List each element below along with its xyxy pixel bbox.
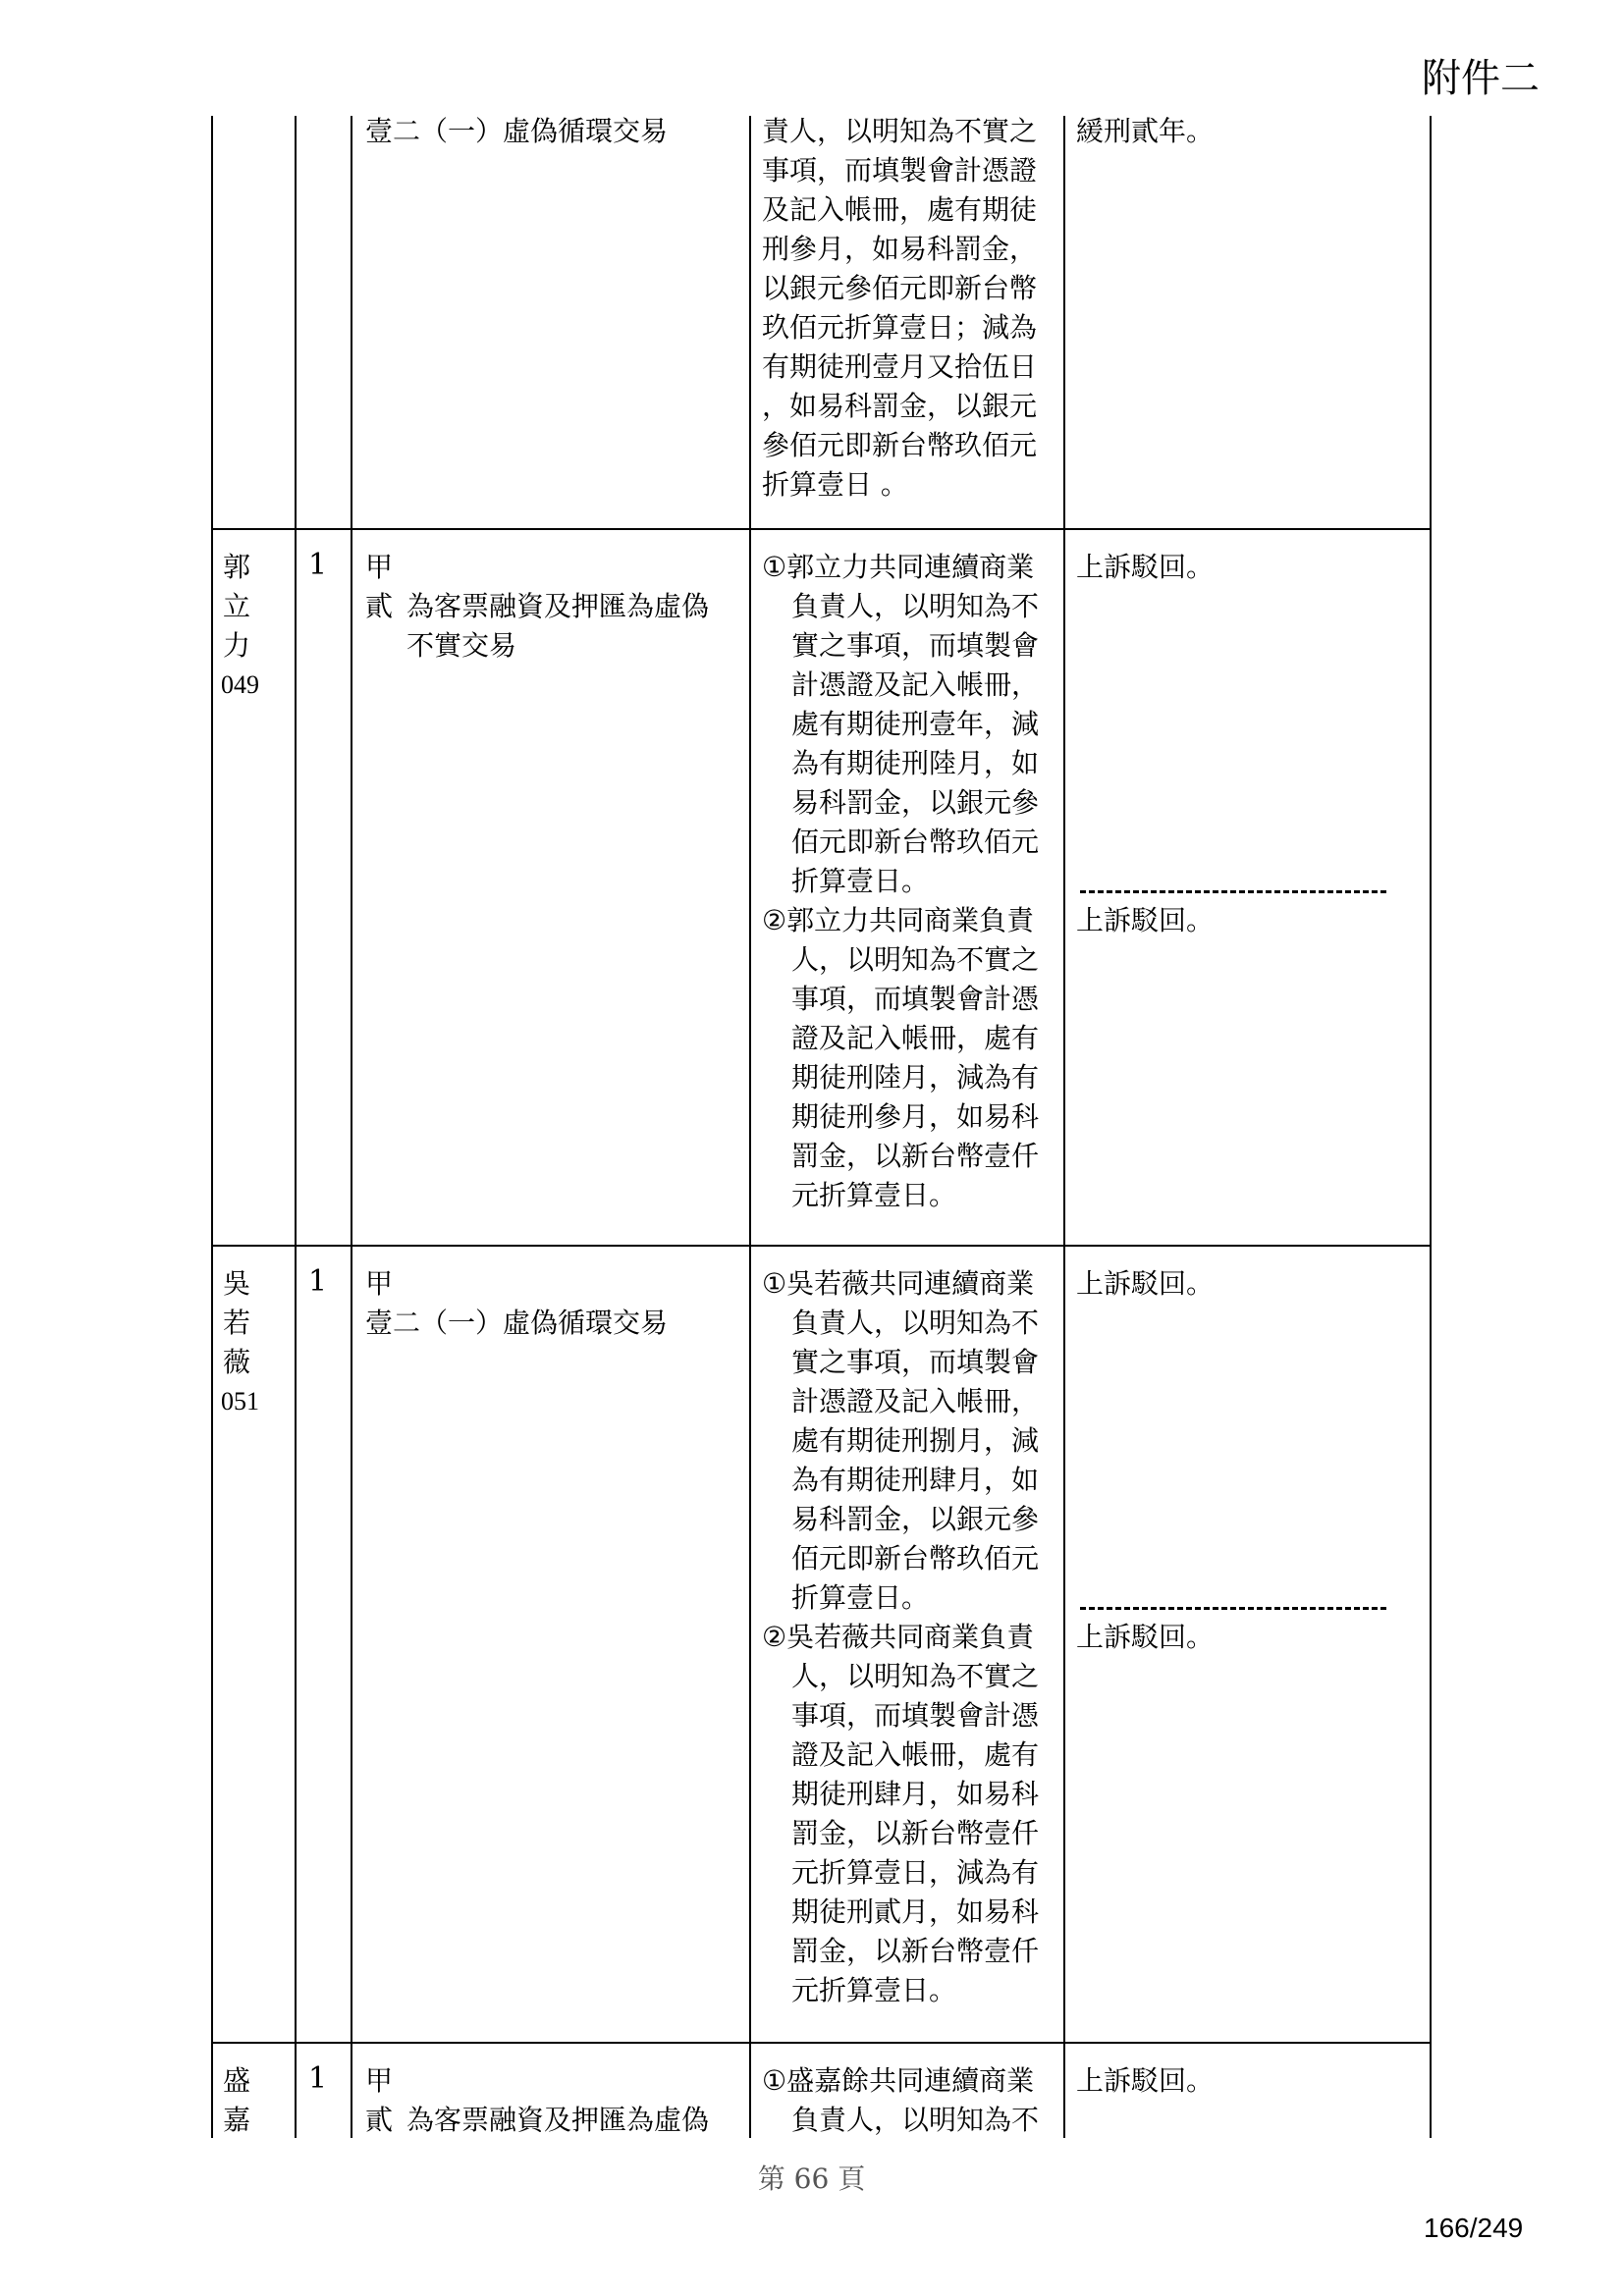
sentence-line: 刑參月，如易科罰金， bbox=[762, 233, 1038, 265]
sentence-line: 玖佰元折算壹日；減為 bbox=[762, 311, 1038, 344]
offense-item: 為客票融資及押匯為虛偽 bbox=[406, 590, 710, 622]
result-text: 上訴駁回。 bbox=[1076, 1267, 1215, 1300]
sentence-line: ，如易科罰金，以銀元 bbox=[762, 390, 1038, 422]
sentence-line: 負責人，以明知為不 bbox=[791, 1307, 1040, 1339]
sentence-line: 期徒刑參月，如易科 bbox=[791, 1100, 1040, 1133]
sentence-line: 事項，而填製會計憑 bbox=[791, 983, 1040, 1015]
page-number: 第 66 頁 bbox=[757, 2163, 866, 2195]
sentence-line: 責人，以明知為不實之 bbox=[762, 115, 1038, 147]
sentence-line: 折算壹日。 bbox=[791, 865, 930, 897]
sentence-line: 負責人，以明知為不 bbox=[791, 590, 1040, 622]
defendant-name-char: 郭 bbox=[223, 551, 251, 583]
defendant-code: 051 bbox=[221, 1387, 259, 1415]
sentence-line: 事項，而填製會計憑證 bbox=[762, 154, 1038, 187]
sentence-line: 處有期徒刑捌月，減 bbox=[791, 1424, 1040, 1457]
count-number: 1 bbox=[308, 548, 328, 582]
defendant-name-char: 吳 bbox=[223, 1267, 251, 1300]
sentence-line: 事項，而填製會計憑 bbox=[791, 1699, 1040, 1732]
result-text: 上訴駁回。 bbox=[1076, 2064, 1215, 2097]
sentence-line: 為有期徒刑陸月，如 bbox=[791, 747, 1040, 779]
defendant-name-char: 嘉 bbox=[223, 2104, 251, 2136]
sentence-line: 罰金，以新台幣壹仟 bbox=[791, 1817, 1040, 1849]
sentence-line: 處有期徒刑壹年，減 bbox=[791, 708, 1040, 740]
sentence-line: 元折算壹日。 bbox=[791, 1974, 957, 2006]
sentence-line: 元折算壹日。 bbox=[791, 1179, 957, 1211]
sentence-line: 折算壹日。 bbox=[791, 1581, 930, 1614]
sentence-line: 期徒刑陸月，減為有 bbox=[791, 1061, 1040, 1094]
defendant-name-char: 盛 bbox=[223, 2064, 251, 2097]
item-prefix: 貳 bbox=[365, 590, 394, 622]
defendant-name-char: 力 bbox=[223, 629, 251, 662]
sentence-line: 易科罰金，以銀元參 bbox=[791, 786, 1040, 819]
item-prefix: 貳 bbox=[365, 2104, 394, 2136]
sentence-line: 佰元即新台幣玖佰元 bbox=[791, 1542, 1040, 1575]
sentence-line: ①吳若薇共同連續商業 bbox=[762, 1267, 1035, 1300]
sentence-line: 計憑證及記入帳冊， bbox=[791, 668, 1040, 701]
sentence-line: 有期徒刑壹月又拾伍日 bbox=[762, 350, 1038, 383]
sentence-line: 及記入帳冊，處有期徒 bbox=[762, 193, 1038, 226]
sentence-line: 人，以明知為不實之 bbox=[791, 1660, 1040, 1692]
sentence-line: 實之事項，而填製會 bbox=[791, 1346, 1040, 1378]
sentence-line: 負責人，以明知為不 bbox=[791, 2104, 1040, 2136]
page-count: 166/249 bbox=[1424, 2213, 1524, 2243]
result-text: 上訴駁回。 bbox=[1076, 1621, 1215, 1653]
sentence-line: 證及記入帳冊，處有 bbox=[791, 1022, 1040, 1054]
sentence-line: ②郭立力共同商業負責 bbox=[762, 904, 1035, 936]
offense-item: 不實交易 bbox=[406, 629, 517, 662]
sentence-line: 期徒刑貳月，如易科 bbox=[791, 1896, 1040, 1928]
group-label: 甲 bbox=[365, 1267, 394, 1300]
result-text: 上訴駁回。 bbox=[1076, 904, 1215, 936]
count-number: 1 bbox=[308, 2061, 328, 2096]
sentence-line: ①盛嘉餘共同連續商業 bbox=[762, 2064, 1035, 2097]
result-text: 上訴駁回。 bbox=[1076, 551, 1215, 583]
sentence-line: ②吳若薇共同商業負責 bbox=[762, 1621, 1035, 1653]
sentence-line: ①郭立力共同連續商業 bbox=[762, 551, 1035, 583]
offense-item: 壹二（一）虛偽循環交易 bbox=[365, 1307, 669, 1339]
group-label: 甲 bbox=[365, 551, 394, 583]
result-text: 緩刑貳年。 bbox=[1076, 115, 1215, 147]
sentence-line: 罰金，以新台幣壹仟 bbox=[791, 1935, 1040, 1967]
offense-item: 壹二（一）虛偽循環交易 bbox=[365, 115, 669, 147]
sentence-line: 以銀元參佰元即新台幣 bbox=[762, 272, 1038, 304]
sentence-line: 罰金，以新台幣壹仟 bbox=[791, 1140, 1040, 1172]
sentence-line: 為有期徒刑肆月，如 bbox=[791, 1464, 1040, 1496]
sentence-line: 易科罰金，以銀元參 bbox=[791, 1503, 1040, 1535]
offense-item: 為客票融資及押匯為虛偽 bbox=[406, 2104, 710, 2136]
defendant-name-char: 若 bbox=[223, 1307, 251, 1339]
sentence-line: 佰元即新台幣玖佰元 bbox=[791, 826, 1040, 858]
sentence-line: 折算壹日 。 bbox=[762, 468, 908, 501]
defendant-name-char: 薇 bbox=[223, 1346, 251, 1378]
attachment-label: 附件二 bbox=[1422, 56, 1540, 101]
sentence-line: 參佰元即新台幣玖佰元 bbox=[762, 429, 1038, 461]
defendant-name-char: 立 bbox=[223, 590, 251, 622]
sentence-line: 期徒刑肆月，如易科 bbox=[791, 1778, 1040, 1810]
sentence-line: 計憑證及記入帳冊， bbox=[791, 1385, 1040, 1417]
defendant-code: 049 bbox=[221, 670, 259, 699]
group-label: 甲 bbox=[365, 2064, 394, 2097]
sentence-line: 元折算壹日，減為有 bbox=[791, 1856, 1040, 1889]
sentence-line: 實之事項，而填製會 bbox=[791, 629, 1040, 662]
count-number: 1 bbox=[308, 1264, 328, 1299]
sentence-line: 人，以明知為不實之 bbox=[791, 943, 1040, 976]
sentence-line: 證及記入帳冊，處有 bbox=[791, 1738, 1040, 1771]
